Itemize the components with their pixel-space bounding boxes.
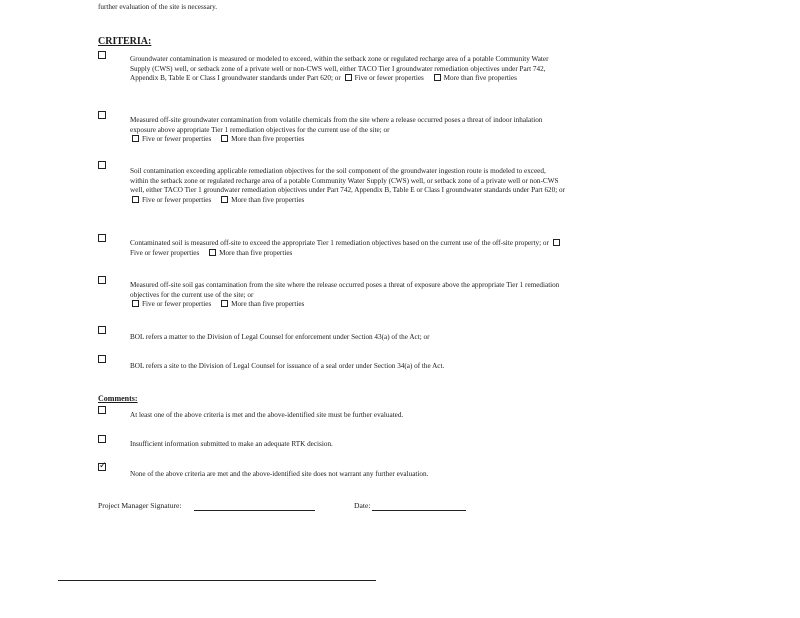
criterion-7-text: BOL refers a site to the Division of Legal Counsel for issuance of a seal order under Section 34(a) of the Act. [130,362,445,370]
criterion-1-text: Groundwater contamination is measured or modeled to exceed, within the setback zone or regulated recharge area of a potable Community Water Supply (CWS) well, or setback zone of a private well or non-CWS well, either TACO Tier I groundwater remediation objectives under Part 742, Appendix B, Table E or Class I groundwater standards under Part 620; or [130,55,549,83]
criterion-3-text: Soil contamination exceeding applicable remediation objectives for the soil component of the groundwater ingestion route is modeled to exceed, within the setback zone or regulated recharge area of a potable Community Water Supply (CWS) well, or setback zone of a private well or non-CWS well, either TACO Tier 1 groundwater remediation objectives under Part 742, Appendix B, Table E or Class I groundwater standards under Part 620; or [130,167,566,195]
criterion-3-opt2-label: More than five properties [231,195,305,204]
date-line[interactable] [372,510,466,511]
criterion-1-opt1-checkbox[interactable] [345,74,352,81]
criterion-5-opt2-label: More than five properties [231,300,305,309]
criterion-6-checkbox[interactable] [98,326,106,334]
criterion-5 [130,281,565,310]
criterion-3-opt2-checkbox[interactable] [221,196,228,203]
criterion-4-opt2-checkbox[interactable] [209,249,216,256]
criterion-3-opt1-label: Five or fewer properties [142,195,212,204]
criterion-2-opt1-checkbox[interactable] [132,135,139,142]
criterion-5-text: Measured off-site soil gas contamination from the site where the release occurred poses a threat of exposure above the appropriate Tier 1 remediation objectives for the current use of the site; or [130,281,560,299]
criterion-2-opt2-label: More than five properties [231,135,305,144]
criterion-3-opt1-checkbox[interactable] [132,196,139,203]
criterion-1-opt2-label: More than five properties [443,74,517,83]
criterion-2-opt1-label: Five or fewer properties [142,135,212,144]
criterion-5-opt1-checkbox[interactable] [132,300,139,307]
criterion-3-checkbox[interactable] [98,161,106,169]
comments-heading: Comments: [98,394,138,403]
criterion-2-text: Measured off-site groundwater contamination from volatile chemicals from the site where a release occurred poses a threat of indoor inhalation exposure above appropriate Tier 1 remediation objectives for the current use of the site; or [130,116,543,134]
comment-2-text: Insufficient information submitted to make an adequate RTK decision. [130,440,333,448]
criterion-2 [130,116,565,145]
bottom-rule [58,580,376,581]
criterion-1-checkbox[interactable] [98,51,106,59]
criterion-5-checkbox[interactable] [98,276,106,284]
criterion-4-text: Contaminated soil is measured off-site to exceed the appropriate Tier 1 remediation objectives based on the current use of the off-site property; or [130,239,549,247]
criterion-7-checkbox[interactable] [98,355,106,363]
criterion-4-checkbox[interactable] [98,234,106,242]
comment-1-checkbox[interactable] [98,406,106,414]
criterion-4-opt2-label: More than five properties [219,248,293,257]
pm-signature-line[interactable] [194,510,315,511]
criterion-5-opt2-checkbox[interactable] [221,300,228,307]
criterion-3 [130,167,565,205]
criterion-6-text: BOL refers a matter to the Division of Legal Counsel for enforcement under Section 43(a) of the Act; or [130,333,430,341]
criterion-2-opt2-checkbox[interactable] [221,135,228,142]
comment-3-checkbox[interactable] [98,463,106,471]
criterion-1-opt1-label: Five or fewer properties [354,74,424,83]
criterion-5-opt1-label: Five or fewer properties [142,300,212,309]
criterion-4-opt1-label: Five or fewer properties [130,248,200,257]
pm-signature-label: Project Manager Signature: [98,501,182,510]
criterion-2-checkbox[interactable] [98,111,106,119]
criterion-1 [130,55,565,84]
intro-text: further evaluation of the site is necessary. [98,3,218,11]
comment-3-text: None of the above criteria are met and the above-identified site does not warrant any further evaluation. [130,470,429,478]
date-label: Date: [354,501,371,510]
criteria-heading: CRITERIA: [98,36,152,47]
criterion-4-opt1-checkbox[interactable] [553,239,560,246]
comment-1-text: At least one of the above criteria is met and the above-identified site must be further evaluated. [130,411,404,419]
comment-2-checkbox[interactable] [98,435,106,443]
criterion-1-opt2-checkbox[interactable] [434,74,441,81]
criterion-4 [130,239,565,258]
